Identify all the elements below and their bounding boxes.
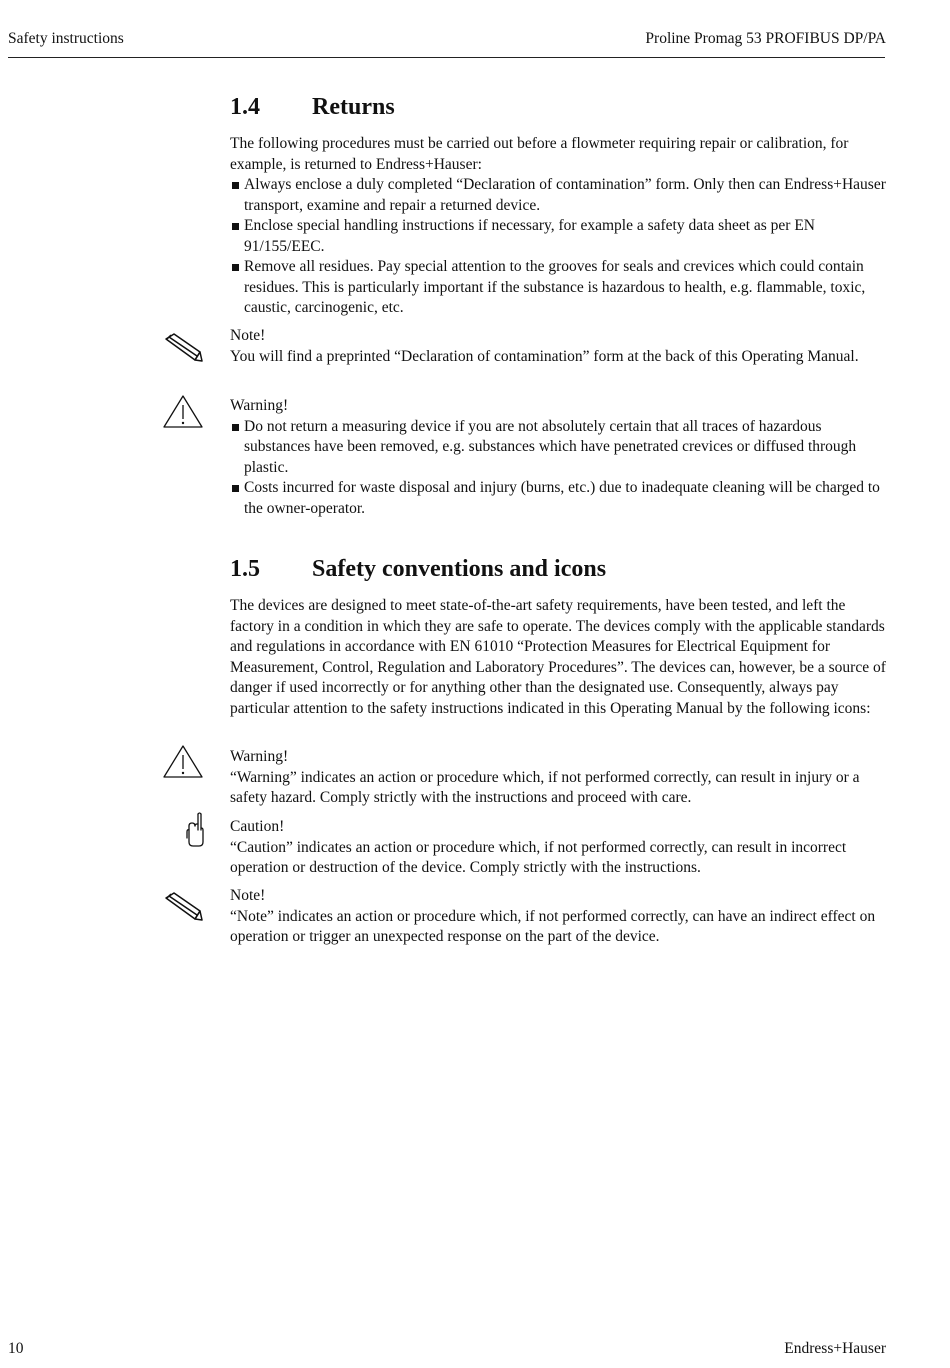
warning-returns xyxy=(230,396,890,519)
icon-label: Note! xyxy=(230,887,266,904)
returns-bullet-list xyxy=(230,175,890,319)
list-item: Enclose special handling instructions if necessary, for example a safety data sheet as per EN 91/155/EEC. xyxy=(230,216,890,257)
warning-triangle-icon xyxy=(162,744,204,780)
section-heading-returns xyxy=(230,94,395,121)
section-heading-safety-conventions xyxy=(230,556,606,583)
running-header-product: Proline Promag 53 PROFIBUS DP/PA xyxy=(645,30,886,47)
icon-label: Warning! xyxy=(230,748,289,765)
footer-brand: Endress+Hauser xyxy=(784,1340,886,1357)
note-text: You will find a preprinted “Declaration of contamination” form at the back of this Operating Manual. xyxy=(230,347,859,365)
running-header-section: Safety instructions xyxy=(8,30,124,47)
list-item: Always enclose a duly completed “Declaration of contamination” form. Only then can Endress+Hauser transport, examine and repair a returned device. xyxy=(230,175,890,216)
returns-body xyxy=(230,134,890,319)
icon-description: “Warning” indicates an action or procedure which, if not performed correctly, can result in injury or a safety hazard. Comply strictly with the instructions and proceed with care. xyxy=(230,768,860,806)
page-number: 10 xyxy=(8,1340,24,1357)
list-item: Do not return a measuring device if you are not absolutely certain that all traces of hazardous substances have been removed, e.g. substances which have penetrated crevices or diffused through plastic. xyxy=(230,417,890,479)
section-title: Safety conventions and icons xyxy=(312,556,607,582)
note-label: Note! xyxy=(230,327,266,344)
icon-label: Caution! xyxy=(230,818,285,835)
note-returns xyxy=(230,326,890,367)
pencil-icon xyxy=(162,889,204,925)
icon-explanation-note xyxy=(230,886,890,948)
warning-label: Warning! xyxy=(230,397,289,414)
icon-explanation-caution xyxy=(230,817,890,879)
pointing-hand-icon xyxy=(162,812,204,848)
returns-intro: The following procedures must be carried out before a flowmeter requiring repair or calibration, for example, is returned to Endress+Hauser: xyxy=(230,135,849,173)
warning-triangle-icon xyxy=(162,394,204,430)
warning-bullet-list xyxy=(230,417,890,520)
pencil-icon xyxy=(162,330,204,366)
icon-description: “Caution” indicates an action or procedure which, if not performed correctly, can result in incorrect operation or destruction of the device. Comply strictly with the instructions. xyxy=(230,838,847,876)
safety-intro-text: The devices are designed to meet state-of-the-art safety requirements, have been tested, and left the factory in a condition in which they are safe to operate. The devices comply with the applicable standards and regulations in accordance with EN 61010 “Protection Measures for Electrical Equipment for Measurement, Control, Regulation and Laboratory Procedures”. The devices can, however, be a source of danger if used incorrectly or for anything other than the designated use. Consequently, always pay particular attention to the safety instructions indicated in this Operating Manual by the following icons: xyxy=(230,597,886,717)
icon-description: “Note” indicates an action or procedure which, if not performed correctly, can have an indirect effect on operation or trigger an unexpected response on the part of the device. xyxy=(230,907,876,945)
list-item: Remove all residues. Pay special attention to the grooves for seals and crevices which could contain residues. This is particularly important if the substance is hazardous to health, e.g. flammable, toxic, caustic, carcinogenic, etc. xyxy=(230,257,890,319)
safety-conventions-intro xyxy=(230,596,890,719)
section-number: 1.4 xyxy=(230,94,260,120)
list-item: Costs incurred for waste disposal and injury (burns, etc.) due to inadequate cleaning will be charged to the owner-operator. xyxy=(230,478,890,519)
icon-explanation-warning xyxy=(230,747,890,809)
section-title: Returns xyxy=(312,94,395,120)
header-divider xyxy=(8,57,885,58)
section-number: 1.5 xyxy=(230,556,260,582)
